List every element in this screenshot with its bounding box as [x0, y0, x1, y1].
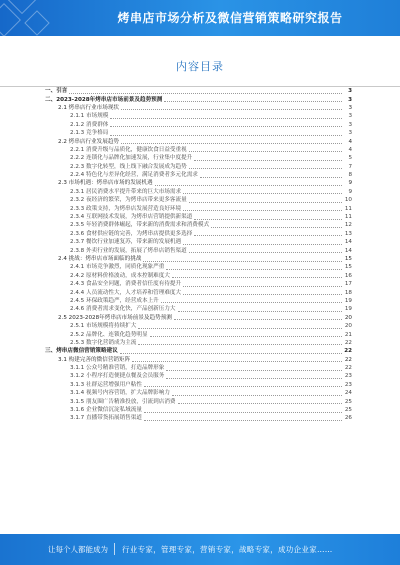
toc-entry[interactable] — [0, 330, 400, 338]
toc-entry-label: 3.1.1 公众号精准营销，打造品牌形象 — [70, 365, 165, 372]
footer-slogan: 让每个人都能成为 — [48, 545, 108, 554]
toc-page-number: 23 — [344, 381, 352, 388]
toc-page-number: 25 — [344, 407, 352, 414]
toc-entry-label: 3.1.5 朋友圈广告精准投放，引流到店消费 — [70, 398, 176, 405]
toc-leader-dots — [144, 420, 342, 421]
toc-entry[interactable] — [0, 389, 400, 397]
toc-entry-label: 2.2.2 连锁化与品牌化加速发展，行业集中度提升 — [70, 155, 193, 162]
toc-entry-label: 2.1.1 市场规模 — [70, 113, 109, 120]
toc-page-number: 25 — [344, 398, 352, 405]
toc-entry-label: 2.1.2 消费群体 — [70, 121, 109, 128]
toc-leader-dots — [69, 93, 342, 94]
toc-page-number: 7 — [348, 163, 352, 170]
toc-entry-label: 一、引言 — [45, 88, 68, 95]
toc-entry-label: 二、2023-2028年烤串店市场前景及趋势预测 — [45, 96, 163, 103]
toc-leader-dots — [155, 185, 342, 186]
toc-page-number: 3 — [348, 130, 352, 137]
toc-leader-dots — [194, 235, 342, 236]
toc-page-number: 24 — [344, 390, 352, 397]
toc-entry-label: 2.3.8 外卖行业的发展，拓展了烤串店销售渠道 — [70, 247, 187, 254]
toc-entry[interactable] — [0, 179, 400, 187]
toc-entry[interactable] — [0, 163, 400, 171]
toc-entry-label: 2.5.1 市场规模将持续扩大 — [70, 323, 137, 330]
toc-entry[interactable] — [0, 372, 400, 380]
toc-leader-dots — [120, 353, 342, 354]
toc-leader-dots — [121, 109, 342, 110]
toc-entry[interactable] — [0, 339, 400, 347]
toc-leader-dots — [166, 269, 342, 270]
toc-entry-label: 2.4.3 食品安全问题，消费者信任度有待提升 — [70, 281, 182, 288]
toc-leader-dots — [166, 378, 342, 379]
toc-page-number: 20 — [344, 323, 352, 330]
toc-entry[interactable] — [0, 238, 400, 246]
toc-leader-dots — [178, 311, 342, 312]
toc-page-number: 4 — [348, 146, 352, 153]
toc-leader-dots — [211, 227, 342, 228]
toc-leader-dots — [166, 370, 342, 371]
toc-entry-label: 3.1.2 小程序打造便捷点餐及会员服务 — [70, 373, 165, 380]
toc-page-number: 11 — [344, 214, 352, 221]
toc-entry[interactable] — [0, 263, 400, 271]
toc-entry[interactable] — [0, 188, 400, 196]
toc-entry[interactable] — [0, 322, 400, 330]
toc-page-number: 16 — [344, 272, 352, 279]
toc-entry-label: 3.1 构建完善的微信营销矩阵 — [58, 356, 131, 363]
toc-page-number: 4 — [348, 138, 352, 145]
toc-entry-label: 2.4.1 市场竞争激烈，同质化现象严重 — [70, 264, 165, 271]
toc-page-number: 26 — [344, 415, 352, 422]
toc-page-number: 15 — [344, 264, 352, 271]
toc-leader-dots — [110, 135, 342, 136]
toc-entry-label: 2.2.1 消费升级与品质化，健康饮食日益受重视 — [70, 146, 187, 153]
toc-page-number: 21 — [344, 331, 352, 338]
toc-leader-dots — [172, 395, 342, 396]
toc-entry[interactable] — [0, 112, 400, 120]
header-banner — [0, 0, 400, 36]
toc-leader-dots — [189, 202, 342, 203]
toc-page-number: 19 — [344, 297, 352, 304]
toc-page-number: 22 — [344, 365, 352, 372]
toc-page-number: 3 — [348, 104, 352, 111]
toc-entry-label: 3.1.4 视频号内容营销，扩大品牌影响力 — [70, 390, 170, 397]
toc-entry[interactable] — [0, 356, 400, 364]
toc-page-number: 14 — [344, 239, 352, 246]
toc-entry-label: 2.3 市场机遇：烤串店市场的发展机遇 — [58, 180, 153, 187]
toc-leader-dots — [132, 361, 342, 362]
toc-leader-dots — [200, 177, 342, 178]
toc-entry-label: 2.3.2 夜经济的繁荣，为烤串店带来更多客流量 — [70, 197, 187, 204]
toc-entry[interactable] — [0, 347, 400, 355]
toc-entry-label: 2.2.4 特色化与差异化经营，满足消费者多元化需求 — [70, 172, 198, 179]
toc-entry-label: 2.2 烤串店行业发展趋势 — [58, 138, 120, 145]
toc-page-number: 3 — [348, 113, 352, 120]
toc-leader-dots — [138, 344, 342, 345]
toc-entry-label: 2.1 烤串店行业市场现状 — [58, 104, 120, 111]
toc-page-number: 11 — [344, 205, 352, 212]
toc-entry-label: 2.3.6 食材供应链的完善，为烤串店提供更多选择 — [70, 230, 193, 237]
toc-leader-dots — [183, 193, 342, 194]
toc-entry[interactable] — [0, 95, 400, 103]
toc-entry[interactable] — [0, 381, 400, 389]
toc-entry[interactable] — [0, 314, 400, 322]
toc-page-number: 9 — [348, 180, 352, 187]
toc-entry[interactable] — [0, 154, 400, 162]
toc-entry-label: 2.1.3 竞争格局 — [70, 130, 109, 137]
toc-entry-label: 2.5.2 品牌化、连锁化趋势明显 — [70, 331, 148, 338]
toc-leader-dots — [172, 277, 342, 278]
toc-page-number: 3 — [348, 96, 352, 103]
toc-leader-dots — [143, 261, 342, 262]
toc-entry-label: 2.4 挑战：烤串店市场面临的挑战 — [58, 256, 142, 262]
toc-leader-dots — [183, 210, 342, 211]
toc-leader-dots — [189, 151, 342, 152]
toc-entry-label: 2.2.3 数字化转型，线上线下融合发展成为趋势 — [70, 163, 187, 170]
toc-leader-dots — [183, 244, 342, 245]
toc-entry-label: 2.3.1 居民消费水平提升带来的巨大市场需求 — [70, 188, 182, 195]
toc-page-number: 9 — [348, 188, 352, 195]
toc-page-number: 20 — [344, 314, 352, 321]
toc-page-number: 22 — [344, 356, 352, 363]
toc-leader-dots — [161, 302, 342, 303]
toc-entry[interactable] — [0, 364, 400, 372]
toc-leader-dots — [183, 294, 342, 295]
toc-entry-label: 2.5.3 数字化营销成为主流 — [70, 339, 137, 346]
toc-page-number: 22 — [344, 348, 352, 355]
toc-entry[interactable] — [0, 397, 400, 405]
toc-entry[interactable] — [0, 414, 400, 422]
toc-leader-dots — [110, 126, 342, 127]
toc-entry-label: 3.1.7 直播带货拓展销售渠道 — [70, 415, 142, 422]
toc-entry[interactable] — [0, 196, 400, 204]
toc-entry[interactable] — [0, 204, 400, 212]
toc-entry[interactable] — [0, 288, 400, 296]
toc-page-number: 12 — [344, 222, 352, 229]
toc-page-number: 14 — [344, 247, 352, 254]
toc-entry[interactable] — [0, 230, 400, 238]
toc-page-number: 15 — [344, 256, 352, 262]
toc-page-number: 10 — [344, 197, 352, 204]
toc-leader-dots — [194, 160, 342, 161]
toc-page-number: 19 — [344, 306, 352, 313]
toc-entry-label: 三、烤串店微信营销策略建议 — [45, 348, 118, 355]
toc-entry-label: 2.3.5 年轻消费群体崛起，带来新的消费需求和消费模式 — [70, 222, 210, 229]
toc-leader-dots — [138, 328, 342, 329]
toc-leader-dots — [183, 286, 342, 287]
toc-entry[interactable] — [0, 213, 400, 221]
toc-page-number: 23 — [344, 373, 352, 380]
toc-page-number: 13 — [344, 230, 352, 237]
toc-leader-dots — [194, 219, 342, 220]
toc-entry[interactable] — [0, 86, 400, 95]
toc-page-number: 8 — [348, 172, 352, 179]
toc-entry[interactable] — [0, 272, 400, 280]
toc-entry[interactable] — [0, 280, 400, 288]
toc-leader-dots — [178, 403, 342, 404]
toc-entry[interactable] — [0, 221, 400, 229]
toc-entry-label: 2.3.7 餐饮行业加速复苏，带来新的发展机遇 — [70, 239, 182, 246]
toc-leader-dots — [164, 101, 342, 102]
toc-leader-dots — [144, 386, 342, 387]
toc-entry-label: 2.3.4 互联网技术发展，为烤串店营销提供新渠道 — [70, 214, 193, 221]
toc-page-number: 3 — [348, 88, 352, 95]
toc-entry-label: 2.5 2023-2028年烤串店市场前景及趋势预测 — [58, 314, 172, 321]
toc-page-number: 5 — [348, 155, 352, 162]
toc-leader-dots — [174, 319, 342, 320]
table-of-contents — [0, 86, 400, 423]
footer-divider — [114, 543, 115, 555]
toc-leader-dots — [189, 168, 342, 169]
toc-entry-label: 2.4.4 人员流动性大，人才培养和管理难度大 — [70, 289, 182, 296]
toc-leader-dots — [150, 336, 342, 337]
toc-leader-dots — [189, 252, 342, 253]
toc-entry[interactable] — [0, 246, 400, 254]
toc-page-number: 18 — [344, 289, 352, 296]
toc-entry[interactable] — [0, 104, 400, 112]
toc-entry[interactable] — [0, 137, 400, 145]
footer-banner — [0, 534, 400, 565]
toc-entry[interactable] — [0, 121, 400, 129]
toc-leader-dots — [110, 118, 342, 119]
toc-leader-dots — [144, 412, 342, 413]
toc-entry[interactable] — [0, 305, 400, 313]
toc-entry[interactable] — [0, 129, 400, 137]
toc-entry-label: 2.4.5 环保政策趋严，经营成本上升 — [70, 297, 159, 304]
toc-page-number: 22 — [344, 339, 352, 346]
toc-entry-label: 3.1.3 社群运营增强用户粘性 — [70, 381, 142, 388]
toc-entry[interactable] — [0, 406, 400, 414]
footer-roles: 行业专家，管理专家，营销专家，战略专家，成功企业家…… — [122, 545, 333, 554]
toc-entry-label: 2.3.3 政策支持，为烤串店发展营造良好环境 — [70, 205, 182, 212]
toc-leader-dots — [121, 143, 342, 144]
report-title: 烤串店市场分析及微信营销策略研究报告 — [117, 11, 343, 25]
toc-entry[interactable] — [0, 297, 400, 305]
toc-entry-label: 3.1.6 企业微信沉淀私域流量 — [70, 407, 142, 414]
toc-entry-label: 2.4.2 原材料价格波动，成本控制难度大 — [70, 272, 170, 279]
toc-entry[interactable] — [0, 255, 400, 263]
toc-entry-label: 2.4.6 消费者需求变化快，产品创新压力大 — [70, 306, 176, 313]
toc-heading: 内容目录 — [176, 60, 224, 73]
toc-entry[interactable] — [0, 171, 400, 179]
toc-entry[interactable] — [0, 146, 400, 154]
toc-page-number: 17 — [344, 281, 352, 288]
toc-page-number: 3 — [348, 121, 352, 128]
